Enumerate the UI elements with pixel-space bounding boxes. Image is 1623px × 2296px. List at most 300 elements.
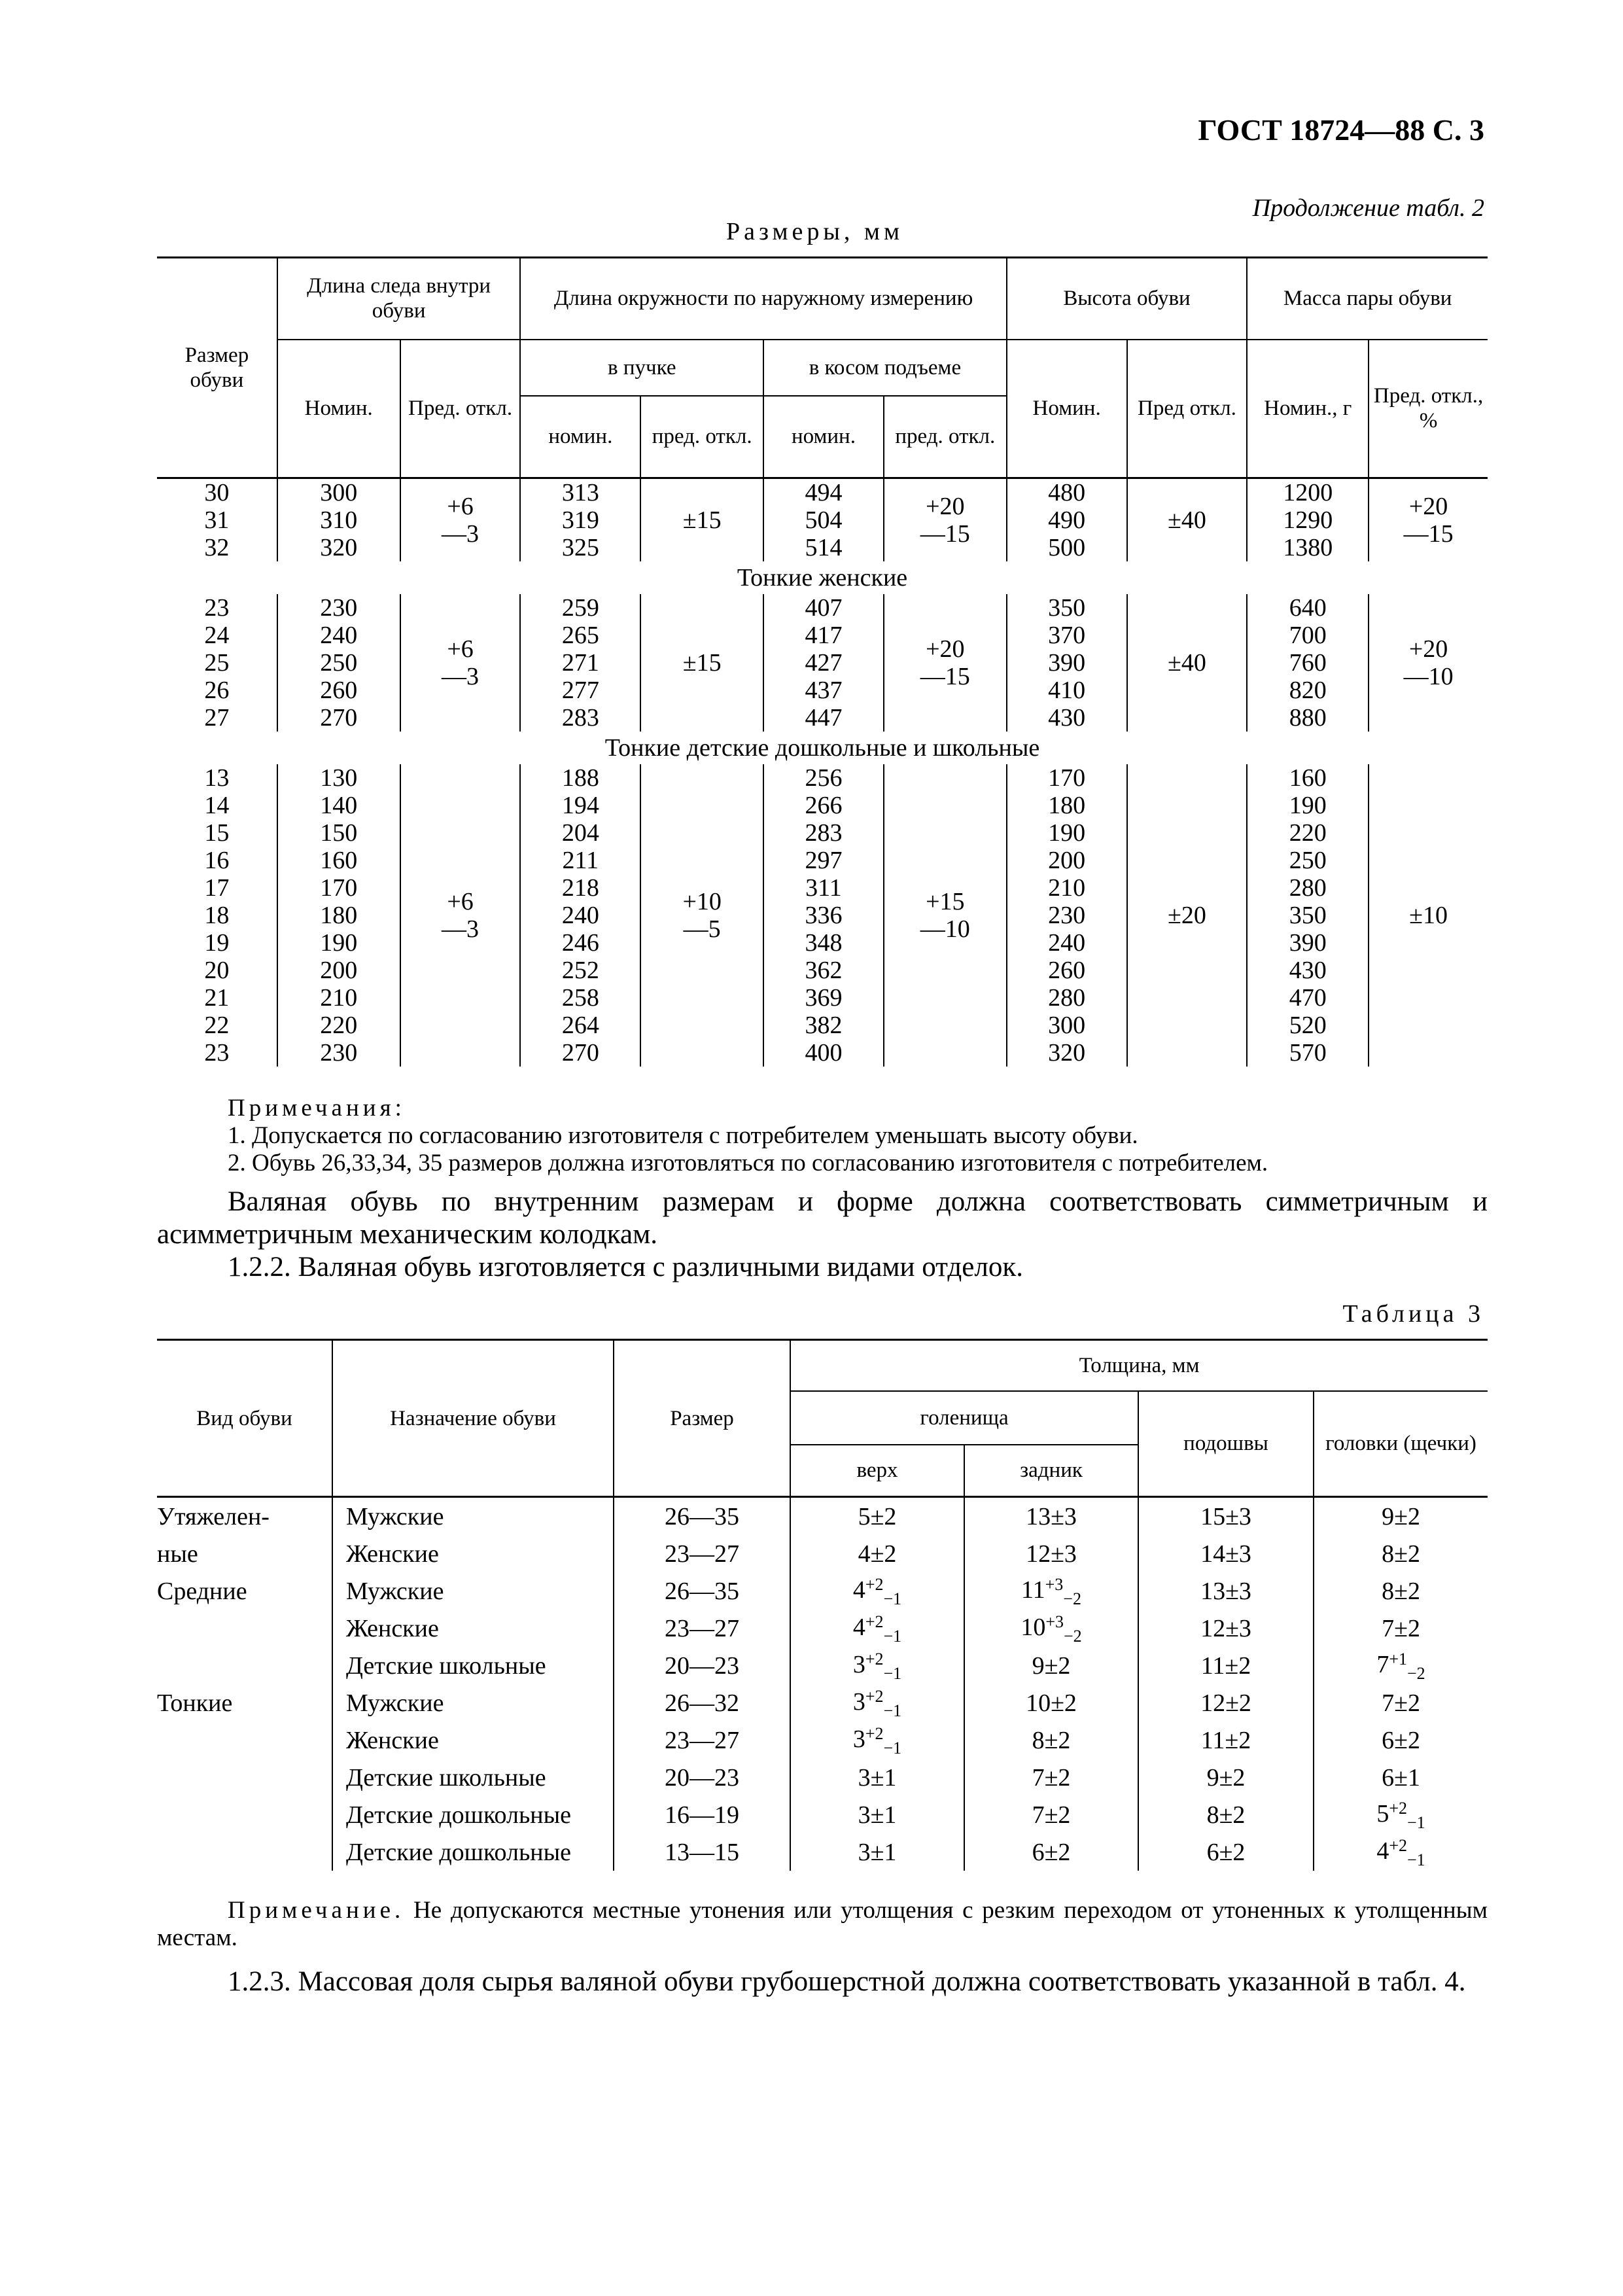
tolerance-value: —3 <box>442 663 480 690</box>
table-row <box>157 594 1488 622</box>
th-mass-nomin: Номин., г <box>1247 340 1369 478</box>
cell-sole: 6±2 <box>1138 1833 1314 1871</box>
cell-height-nomin: 480 <box>1007 478 1127 507</box>
cell-length-nomin: 260 <box>277 677 400 704</box>
cell-length-nomin: 140 <box>277 792 400 819</box>
table-row <box>157 902 1488 929</box>
tolerance-value: +20 <box>926 493 965 520</box>
cell-sole: 15±3 <box>1138 1497 1314 1536</box>
cell-kosom-nomin: 256 <box>763 764 884 792</box>
cell-size: 26—35 <box>614 1572 790 1610</box>
th-v-puchke: в пучке <box>520 340 763 396</box>
cell-size: 23—27 <box>614 1722 790 1759</box>
table-row <box>157 677 1488 704</box>
cell-mass-nomin: 470 <box>1247 984 1369 1012</box>
cell-size: 26 <box>204 677 230 704</box>
table3-note-title: Примечание. <box>228 1897 405 1924</box>
tolerance-value: ±40 <box>1167 649 1206 677</box>
cell-mass-nomin: 430 <box>1247 957 1369 984</box>
cell-size: 16 <box>204 847 230 874</box>
tolerance-cell <box>400 764 521 1067</box>
cell-purpose: Мужские <box>332 1497 614 1536</box>
cell-sole: 12±3 <box>1138 1610 1314 1647</box>
cell-puchke-nomin: 204 <box>520 819 640 847</box>
cell-size: 26—35 <box>614 1497 790 1536</box>
cell-back: 13±3 <box>964 1497 1138 1536</box>
section-title-row <box>157 561 1488 594</box>
cell-size: 15 <box>204 819 230 847</box>
cell-purpose: Мужские <box>332 1684 614 1722</box>
table-row <box>157 1039 1488 1067</box>
tolerance-cell <box>1369 764 1488 1067</box>
cell-mass-nomin: 760 <box>1247 649 1369 677</box>
cell-puchke-nomin: 283 <box>520 704 640 732</box>
paragraph-1: Валяная обувь по внутренним размерам и форме должна соответствовать симметричным и асимметричным механическим колодкам. <box>157 1186 1488 1250</box>
cell-size: 23 <box>204 1039 230 1067</box>
tolerance-cell <box>400 594 521 732</box>
table-row <box>157 622 1488 649</box>
tolerance-cell <box>1369 594 1488 732</box>
tolerance-value: +10 <box>682 888 722 915</box>
tolerance-cell <box>1127 764 1248 1067</box>
tolerance-value: +20 <box>926 635 965 663</box>
th-puchke-pred: пред. откл. <box>640 396 763 478</box>
cell-purpose: Детские дошкольные <box>332 1833 614 1871</box>
cell-kosom-nomin: 283 <box>763 819 884 847</box>
cell-back: $11^{+3}_{-2}$ <box>964 1572 1138 1610</box>
cell-top: $3^{+2}_{-1}$ <box>790 1722 964 1759</box>
cell-mass-nomin: 1380 <box>1247 534 1369 561</box>
cell-back: $10^{+3}_{-2}$ <box>964 1610 1138 1647</box>
cell-back: 9±2 <box>964 1647 1138 1684</box>
cell-back: 8±2 <box>964 1722 1138 1759</box>
tolerance-value: ±20 <box>1167 902 1206 929</box>
cell-height-nomin: 280 <box>1007 984 1127 1012</box>
table3-note-text: Не допускаются местные утонения или утолщения с резким переходом от утоненных к утолщенным местам. <box>157 1897 1488 1951</box>
cell-kosom-nomin: 311 <box>763 874 884 902</box>
th-length-nomin: Номин. <box>277 340 400 478</box>
tolerance-value: ±10 <box>1409 902 1448 929</box>
th-kosom-nomin: номин. <box>763 396 884 478</box>
cell-mass-nomin: 280 <box>1247 874 1369 902</box>
cell-kosom-nomin: 447 <box>763 704 884 732</box>
cell-purpose: Детские дошкольные <box>332 1796 614 1833</box>
cell-length-nomin: 200 <box>277 957 400 984</box>
cell-top: 3±1 <box>790 1833 964 1871</box>
tolerance-value: —3 <box>442 915 480 943</box>
th-mass-pred: Пред. откл., % <box>1369 340 1488 478</box>
cell-height-nomin: 370 <box>1007 622 1127 649</box>
table-row <box>157 1535 1488 1572</box>
cell-puchke-nomin: 194 <box>520 792 640 819</box>
cell-purpose: Детские школьные <box>332 1759 614 1796</box>
cell-top: $4^{+2}_{-1}$ <box>790 1610 964 1647</box>
table2-body <box>157 478 1488 1067</box>
table-row <box>157 819 1488 847</box>
cell-size: 13 <box>204 764 230 792</box>
cell-mass-nomin: 1200 <box>1247 478 1369 507</box>
cell-head: 6±1 <box>1314 1759 1488 1796</box>
table-row <box>157 874 1488 902</box>
cell-back: 7±2 <box>964 1796 1138 1833</box>
cell-kosom-nomin: 369 <box>763 984 884 1012</box>
cell-length-nomin: 220 <box>277 1012 400 1039</box>
table3-caption: Таблица 3 <box>1342 1300 1484 1328</box>
cell-height-nomin: 500 <box>1007 534 1127 561</box>
cell-puchke-nomin: 246 <box>520 929 640 957</box>
cell-size: 20—23 <box>614 1647 790 1684</box>
cell-length-nomin: 160 <box>277 847 400 874</box>
cell-mass-nomin: 1290 <box>1247 506 1369 534</box>
cell-type: ные <box>157 1540 198 1568</box>
cell-puchke-nomin: 319 <box>520 506 640 534</box>
cell-puchke-nomin: 258 <box>520 984 640 1012</box>
table-row <box>157 1497 1488 1536</box>
tolerance-value: +6 <box>447 493 474 520</box>
cell-size: 32 <box>204 534 230 561</box>
tolerance-value: —15 <box>1403 520 1454 548</box>
tolerance-value: ±40 <box>1167 506 1206 534</box>
cell-mass-nomin: 250 <box>1247 847 1369 874</box>
cell-puchke-nomin: 240 <box>520 902 640 929</box>
th-kosom-pred: пред. откл. <box>884 396 1007 478</box>
cell-length-nomin: 310 <box>277 506 400 534</box>
cell-type <box>157 1796 332 1833</box>
cell-height-nomin: 320 <box>1007 1039 1127 1067</box>
section-title-row <box>157 732 1488 764</box>
th3-shaft: голенища <box>790 1391 1138 1445</box>
section-title: Тонкие детские дошкольные и школьные <box>604 734 1040 762</box>
cell-height-nomin: 410 <box>1007 677 1127 704</box>
cell-puchke-nomin: 188 <box>520 764 640 792</box>
cell-kosom-nomin: 407 <box>763 594 884 622</box>
paragraph-2: 1.2.2. Валяная обувь изготовляется с различными видами отделок. <box>228 1252 1023 1282</box>
tolerance-value: —15 <box>920 520 970 548</box>
cell-top: $3^{+2}_{-1}$ <box>790 1647 964 1684</box>
cell-type <box>157 1610 332 1647</box>
cell-kosom-nomin: 382 <box>763 1012 884 1039</box>
cell-type: Средние <box>157 1577 247 1605</box>
cell-size: 16—19 <box>614 1796 790 1833</box>
cell-type <box>157 1833 332 1871</box>
th-puchke-nomin: номин. <box>520 396 640 478</box>
tolerance-cell <box>640 594 763 732</box>
cell-puchke-nomin: 271 <box>520 649 640 677</box>
cell-height-nomin: 170 <box>1007 764 1127 792</box>
cell-kosom-nomin: 348 <box>763 929 884 957</box>
table-2 <box>157 256 1488 1067</box>
tolerance-value: ±15 <box>682 506 722 534</box>
tolerance-value: +20 <box>1408 493 1448 520</box>
cell-height-nomin: 210 <box>1007 874 1127 902</box>
cell-kosom-nomin: 336 <box>763 902 884 929</box>
table-row <box>157 1572 1488 1610</box>
cell-head: 9±2 <box>1314 1497 1488 1536</box>
tolerance-cell <box>884 478 1007 562</box>
cell-kosom-nomin: 427 <box>763 649 884 677</box>
cell-length-nomin: 320 <box>277 534 400 561</box>
th-height: Высота обуви <box>1007 258 1248 340</box>
tolerance-value: +6 <box>447 888 474 915</box>
cell-head: 6±2 <box>1314 1722 1488 1759</box>
cell-head: $5^{+2}_{-1}$ <box>1314 1796 1488 1833</box>
cell-size: 23 <box>204 594 230 622</box>
cell-mass-nomin: 820 <box>1247 677 1369 704</box>
cell-size: 22 <box>204 1012 230 1039</box>
cell-puchke-nomin: 259 <box>520 594 640 622</box>
table2-caption: Размеры, мм <box>726 218 904 245</box>
cell-sole: 11±2 <box>1138 1722 1314 1759</box>
cell-puchke-nomin: 277 <box>520 677 640 704</box>
cell-size: 17 <box>204 874 230 902</box>
tolerance-cell <box>640 764 763 1067</box>
cell-height-nomin: 200 <box>1007 847 1127 874</box>
cell-length-nomin: 300 <box>277 478 400 507</box>
cell-head: $4^{+2}_{-1}$ <box>1314 1833 1488 1871</box>
table-row <box>157 792 1488 819</box>
cell-head: 8±2 <box>1314 1572 1488 1610</box>
cell-top: 5±2 <box>790 1497 964 1536</box>
cell-purpose: Детские школьные <box>332 1647 614 1684</box>
cell-top: 3±1 <box>790 1759 964 1796</box>
cell-top: $4^{+2}_{-1}$ <box>790 1572 964 1610</box>
cell-size: 24 <box>204 622 230 649</box>
tolerance-value: —10 <box>1403 663 1454 690</box>
cell-size: 25 <box>204 649 230 677</box>
cell-length-nomin: 230 <box>277 1039 400 1067</box>
cell-size: 31 <box>204 506 230 534</box>
cell-sole: 13±3 <box>1138 1572 1314 1610</box>
table-row <box>157 957 1488 984</box>
cell-purpose: Женские <box>332 1535 614 1572</box>
th-height-nomin: Номин. <box>1007 340 1127 478</box>
table2-notes <box>228 1095 1488 1177</box>
cell-height-nomin: 190 <box>1007 819 1127 847</box>
cell-kosom-nomin: 494 <box>763 478 884 507</box>
cell-kosom-nomin: 504 <box>763 506 884 534</box>
section-title: Тонкие женские <box>737 564 908 592</box>
cell-kosom-nomin: 437 <box>763 677 884 704</box>
cell-height-nomin: 230 <box>1007 902 1127 929</box>
cell-mass-nomin: 700 <box>1247 622 1369 649</box>
cell-type <box>157 1722 332 1759</box>
cell-puchke-nomin: 265 <box>520 622 640 649</box>
tolerance-value: —15 <box>920 663 970 690</box>
tolerance-value: —10 <box>920 915 970 943</box>
cell-height-nomin: 300 <box>1007 1012 1127 1039</box>
th3-back: задник <box>964 1445 1138 1497</box>
cell-puchke-nomin: 252 <box>520 957 640 984</box>
cell-length-nomin: 150 <box>277 819 400 847</box>
tolerance-cell <box>1369 478 1488 562</box>
cell-sole: 14±3 <box>1138 1535 1314 1572</box>
tolerance-cell <box>1127 594 1248 732</box>
paragraph-3: 1.2.3. Массовая доля сырья валяной обуви грубошерстной должна соответствовать указанной в табл. 4. <box>228 1966 1466 1997</box>
th-length-inside: Длина следа внутри обуви <box>277 258 521 340</box>
table-row <box>157 649 1488 677</box>
tolerance-value: ±15 <box>682 649 722 677</box>
table-row <box>157 506 1488 534</box>
cell-length-nomin: 230 <box>277 594 400 622</box>
cell-height-nomin: 490 <box>1007 506 1127 534</box>
table3-body <box>157 1497 1488 1871</box>
tolerance-value: —3 <box>442 520 480 548</box>
table-3 <box>157 1339 1488 1871</box>
table-row <box>157 764 1488 792</box>
tolerance-value: +15 <box>926 888 965 915</box>
cell-height-nomin: 430 <box>1007 704 1127 732</box>
th3-head: головки (щечки) <box>1314 1391 1488 1497</box>
th-circumference: Длина окружности по наружному измерению <box>520 258 1006 340</box>
table-row <box>157 929 1488 957</box>
note-2: 2. Обувь 26,33,34, 35 размеров должна изготовляться по согласованию изготовителя с потребителем. <box>228 1150 1268 1176</box>
page-header: ГОСТ 18724—88 С. 3 <box>1198 113 1484 147</box>
cell-length-nomin: 240 <box>277 622 400 649</box>
cell-sole: 12±2 <box>1138 1684 1314 1722</box>
cell-length-nomin: 170 <box>277 874 400 902</box>
cell-kosom-nomin: 400 <box>763 1039 884 1067</box>
cell-head: 7±2 <box>1314 1684 1488 1722</box>
notes-title: Примечания: <box>228 1095 406 1122</box>
cell-top: $3^{+2}_{-1}$ <box>790 1684 964 1722</box>
tolerance-value: +20 <box>1408 635 1448 663</box>
cell-height-nomin: 180 <box>1007 792 1127 819</box>
tolerance-cell <box>1127 478 1248 562</box>
cell-size: 20 <box>204 957 230 984</box>
table-row <box>157 1684 1488 1722</box>
cell-puchke-nomin: 270 <box>520 1039 640 1067</box>
cell-sole: 9±2 <box>1138 1759 1314 1796</box>
tolerance-cell <box>884 594 1007 732</box>
cell-size: 18 <box>204 902 230 929</box>
cell-head: $7^{+1}_{-2}$ <box>1314 1647 1488 1684</box>
table-row <box>157 1647 1488 1684</box>
cell-kosom-nomin: 417 <box>763 622 884 649</box>
cell-size: 27 <box>204 704 230 732</box>
cell-length-nomin: 130 <box>277 764 400 792</box>
th-v-kosom: в косом подъеме <box>763 340 1007 396</box>
table-row <box>157 1833 1488 1871</box>
th3-size: Размер <box>614 1340 790 1497</box>
th-mass: Масса пары обуви <box>1247 258 1488 340</box>
cell-head: 7±2 <box>1314 1610 1488 1647</box>
cell-top: 3±1 <box>790 1796 964 1833</box>
tolerance-cell <box>400 478 521 562</box>
table-row <box>157 984 1488 1012</box>
cell-purpose: Женские <box>332 1610 614 1647</box>
cell-length-nomin: 190 <box>277 929 400 957</box>
tolerance-cell <box>884 764 1007 1067</box>
cell-mass-nomin: 880 <box>1247 704 1369 732</box>
th3-sole: подошвы <box>1138 1391 1314 1497</box>
cell-height-nomin: 350 <box>1007 594 1127 622</box>
cell-type <box>157 1647 332 1684</box>
cell-back: 6±2 <box>964 1833 1138 1871</box>
cell-type: Утяжелен- <box>157 1502 270 1530</box>
note-1: 1. Допускается по согласованию изготовителя с потребителем уменьшать высоту обуви. <box>228 1122 1138 1149</box>
cell-length-nomin: 210 <box>277 984 400 1012</box>
cell-size: 19 <box>204 929 230 957</box>
cell-puchke-nomin: 218 <box>520 874 640 902</box>
table-row <box>157 534 1488 561</box>
cell-kosom-nomin: 514 <box>763 534 884 561</box>
table-row <box>157 1012 1488 1039</box>
cell-puchke-nomin: 313 <box>520 478 640 507</box>
cell-head: 8±2 <box>1314 1535 1488 1572</box>
cell-type: Тонкие <box>157 1689 233 1717</box>
cell-size: 26—32 <box>614 1684 790 1722</box>
th-length-pred: Пред. откл. <box>400 340 521 478</box>
cell-mass-nomin: 640 <box>1247 594 1369 622</box>
tolerance-value: +6 <box>447 635 474 663</box>
th3-top: верх <box>790 1445 964 1497</box>
cell-puchke-nomin: 325 <box>520 534 640 561</box>
cell-size: 30 <box>204 479 230 506</box>
tolerance-value: —5 <box>683 915 721 943</box>
cell-size: 13—15 <box>614 1833 790 1871</box>
cell-purpose: Мужские <box>332 1572 614 1610</box>
cell-length-nomin: 250 <box>277 649 400 677</box>
th3-thickness: Толщина, мм <box>790 1340 1488 1391</box>
th3-type: Вид обуви <box>157 1340 332 1497</box>
table-row <box>157 1610 1488 1647</box>
cell-size: 23—27 <box>614 1535 790 1572</box>
cell-length-nomin: 180 <box>277 902 400 929</box>
cell-mass-nomin: 520 <box>1247 1012 1369 1039</box>
cell-sole: 8±2 <box>1138 1796 1314 1833</box>
cell-kosom-nomin: 266 <box>763 792 884 819</box>
cell-size: 21 <box>204 984 230 1012</box>
table3-note <box>157 1897 1488 1952</box>
cell-kosom-nomin: 362 <box>763 957 884 984</box>
table-continuation-label: Продолжение табл. 2 <box>1252 194 1484 222</box>
cell-size: 20—23 <box>614 1759 790 1796</box>
cell-size: 14 <box>204 792 230 819</box>
cell-type <box>157 1759 332 1796</box>
table-row <box>157 1722 1488 1759</box>
tolerance-cell <box>640 478 763 562</box>
table-row <box>157 1759 1488 1796</box>
cell-purpose: Женские <box>332 1722 614 1759</box>
cell-mass-nomin: 160 <box>1247 764 1369 792</box>
cell-back: 12±3 <box>964 1535 1138 1572</box>
cell-mass-nomin: 220 <box>1247 819 1369 847</box>
cell-size: 23—27 <box>614 1610 790 1647</box>
cell-length-nomin: 270 <box>277 704 400 732</box>
cell-puchke-nomin: 211 <box>520 847 640 874</box>
th-size: Размер обуви <box>157 258 277 478</box>
cell-mass-nomin: 190 <box>1247 792 1369 819</box>
cell-height-nomin: 260 <box>1007 957 1127 984</box>
cell-mass-nomin: 570 <box>1247 1039 1369 1067</box>
cell-height-nomin: 240 <box>1007 929 1127 957</box>
cell-kosom-nomin: 297 <box>763 847 884 874</box>
cell-puchke-nomin: 264 <box>520 1012 640 1039</box>
cell-back: 10±2 <box>964 1684 1138 1722</box>
cell-mass-nomin: 350 <box>1247 902 1369 929</box>
cell-back: 7±2 <box>964 1759 1138 1796</box>
table-row <box>157 847 1488 874</box>
cell-top: 4±2 <box>790 1535 964 1572</box>
table-row <box>157 1796 1488 1833</box>
table-row <box>157 478 1488 507</box>
cell-height-nomin: 390 <box>1007 649 1127 677</box>
th-height-pred: Пред откл. <box>1127 340 1248 478</box>
table-row <box>157 704 1488 732</box>
th3-purpose: Назначение обуви <box>332 1340 614 1497</box>
cell-sole: 11±2 <box>1138 1647 1314 1684</box>
cell-mass-nomin: 390 <box>1247 929 1369 957</box>
